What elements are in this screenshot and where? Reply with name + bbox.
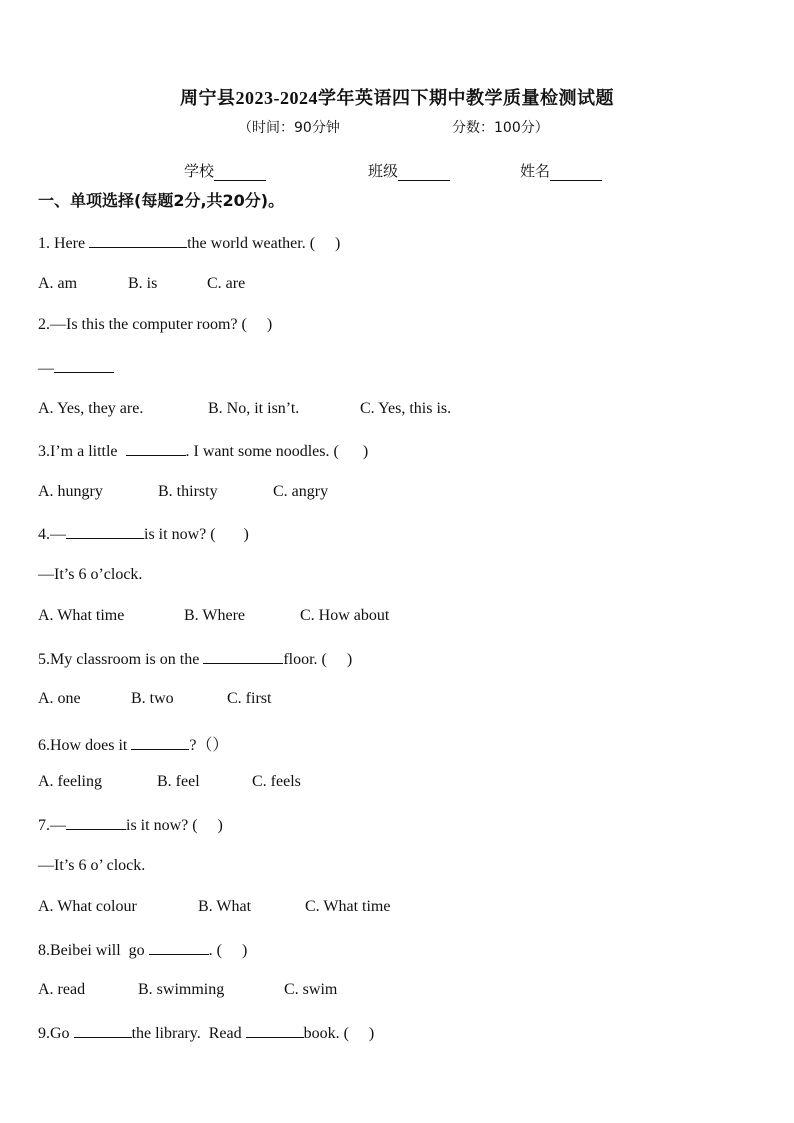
answer-blank [246, 1023, 304, 1038]
option-a: A. am [38, 275, 78, 292]
option-b: B. No, it isn’t. [208, 400, 300, 417]
option-b: B. two [131, 690, 174, 707]
answer-blank [66, 815, 126, 830]
option-a: A. hungry [38, 483, 103, 500]
exam-title: 周宁县2023-2024学年英语四下期中教学质量检测试题 [180, 88, 614, 108]
answer-blank [126, 441, 186, 456]
dash: — [38, 360, 54, 377]
answer-line [38, 358, 114, 378]
question-6 [38, 732, 228, 755]
question-text: 8.Beibei will go [38, 942, 149, 959]
option-c: C. swim [284, 981, 338, 998]
class-blank [398, 165, 450, 181]
name-field [520, 160, 602, 181]
name-blank [550, 165, 602, 181]
question-text: the world weather. ( ) [187, 235, 341, 252]
question-2: 2.—Is this the computer room? ( ) [38, 316, 273, 333]
option-c: C. What time [305, 898, 391, 915]
name-label: 姓名 [520, 162, 551, 180]
exam-score: 分数：100分） [452, 120, 549, 136]
question-text: 9.Go [38, 1025, 74, 1042]
question-8 [38, 940, 247, 960]
answer-blank [203, 649, 283, 664]
question-text: is it now? ( ) [144, 526, 249, 543]
option-c: C. feels [252, 773, 301, 790]
question-3 [38, 441, 368, 461]
option-c: C. are [207, 275, 246, 292]
question-text: . ( ) [208, 942, 248, 959]
option-b: B. What [198, 898, 252, 915]
question-text: the library. Read [131, 1025, 246, 1042]
question-text: 7.— [38, 817, 66, 834]
option-c: C. Yes, this is. [360, 400, 452, 417]
question-7 [38, 815, 223, 835]
school-label: 学校 [184, 162, 215, 180]
answer-blank [89, 233, 187, 248]
answer-blank [54, 358, 114, 373]
option-a: A. feeling [38, 773, 102, 790]
option-c: C. angry [273, 483, 329, 500]
class-label: 班级 [368, 162, 399, 180]
question-text: is it now? ( ) [126, 817, 223, 834]
question-text: 4.— [38, 526, 66, 543]
answer-blank [149, 940, 209, 955]
question-text: ?（） [189, 737, 229, 754]
section-heading: 一、单项选择(每题2分,共20分)。 [38, 191, 285, 210]
option-b: B. Where [184, 607, 246, 624]
question-text: . I want some noodles. ( ) [185, 443, 369, 460]
option-a: A. What time [38, 607, 125, 624]
answer-line: —It’s 6 o’ clock. [38, 857, 146, 874]
option-b: B. thirsty [158, 483, 218, 500]
answer-line: —It’s 6 o’clock. [38, 566, 143, 583]
option-b: B. is [128, 275, 158, 292]
question-9 [38, 1023, 374, 1043]
school-blank [214, 165, 266, 181]
option-a: A. Yes, they are. [38, 400, 144, 417]
question-text: book. ( ) [303, 1025, 375, 1042]
question-5 [38, 649, 352, 669]
question-text: 6.How does it [38, 737, 132, 754]
question-1 [38, 233, 340, 253]
question-text: 5.My classroom is on the [38, 651, 204, 668]
question-text: 3.I’m a little [38, 443, 126, 460]
class-field [368, 160, 450, 181]
answer-blank [131, 735, 189, 750]
option-b: B. swimming [138, 981, 225, 998]
option-b: B. feel [157, 773, 200, 790]
option-a: A. What colour [38, 898, 137, 915]
question-4 [38, 524, 249, 544]
answer-blank [74, 1023, 132, 1038]
exam-time: （时间：90分钟 [238, 120, 340, 136]
question-text: floor. ( ) [283, 651, 353, 668]
option-a: A. read [38, 981, 86, 998]
school-field [184, 160, 266, 181]
option-c: C. first [227, 690, 272, 707]
answer-blank [66, 524, 144, 539]
option-c: C. How about [300, 607, 390, 624]
question-text: 1. Here [38, 235, 90, 252]
option-a: A. one [38, 690, 81, 707]
